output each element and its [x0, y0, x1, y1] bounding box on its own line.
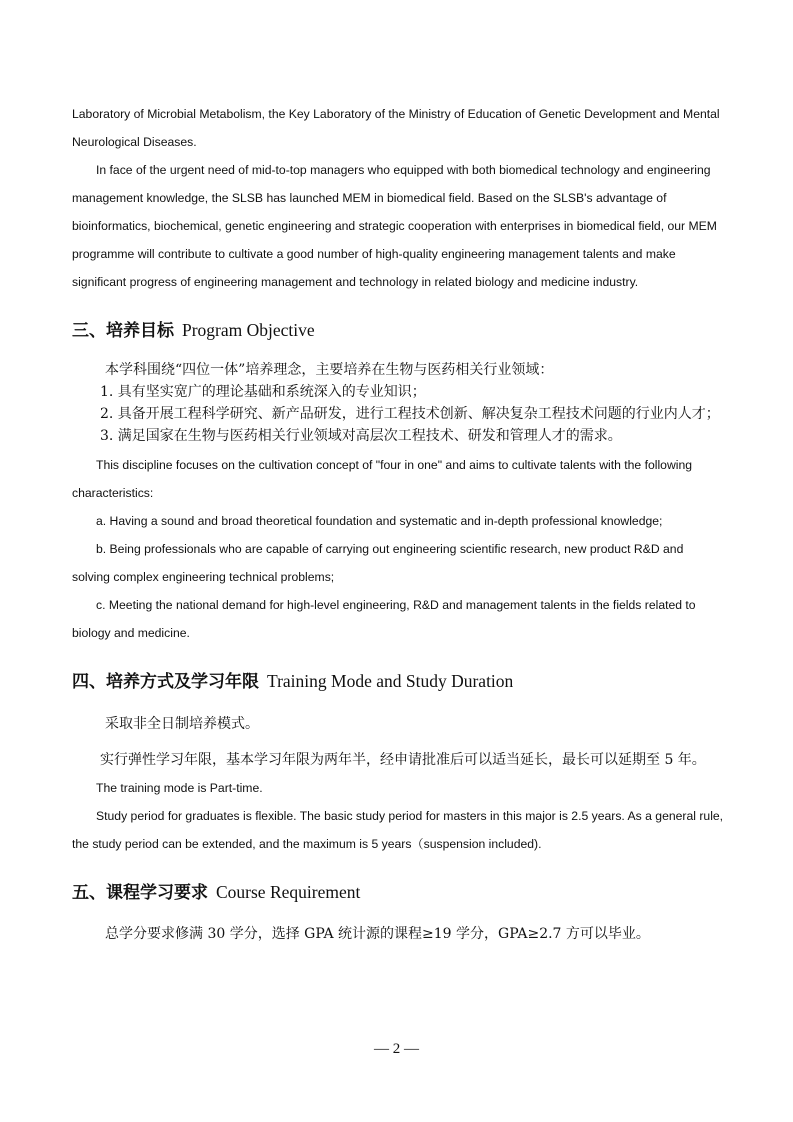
objective-en-item-b: b. Being professionals who are capable of carrying out engineering scientific research, new product R&D and solving complex engineering technical problems;: [72, 542, 684, 584]
section3-heading-en: Program Objective: [182, 320, 315, 340]
section4-heading-en: Training Mode and Study Duration: [267, 671, 514, 691]
training-mode-en: The training mode is Part-time.: [96, 781, 263, 795]
section4-heading: [72, 667, 724, 696]
intro-continued-paragraph: Laboratory of Microbial Metabolism, the Key Laboratory of the Ministry of Education of Genetic Development and Mental Neurological Diseases.: [72, 107, 720, 149]
section4-heading-cn: 四、培养方式及学习年限: [72, 672, 259, 692]
objective-en-intro: This discipline focuses on the cultivation concept of "four in one" and aims to cultivate talents with the following characteristics:: [72, 458, 693, 500]
objective-cn-intro: 本学科围绕“四位一体”培养理念，主要培养在生物与医药相关行业领域：: [105, 362, 554, 378]
training-mode-cn: 采取非全日制培养模式。: [105, 716, 259, 732]
objective-en-item-c: c. Meeting the national demand for high-level engineering, R&D and management talents in the fields related to biology and medicine.: [72, 598, 696, 640]
section5-heading-cn: 五、课程学习要求: [72, 883, 208, 903]
study-duration-en: Study period for graduates is flexible. The basic study period for masters in this major is 2.5 years. As a general rule, the study period can be extended, and the maximum is 5 years（suspension included).: [72, 809, 724, 851]
document-page: [72, 100, 724, 945]
objective-cn-item-1: 1. 具有坚实宽广的理论基础和系统深入的专业知识；: [100, 384, 426, 400]
section5-heading-en: Course Requirement: [216, 882, 361, 902]
objective-cn-item-3: 3. 满足国家在生物与医药相关行业领域对高层次工程技术、研发和管理人才的需求。: [100, 428, 622, 444]
section3-heading: [72, 316, 724, 345]
objective-en-item-a: a. Having a sound and broad theoretical foundation and systematic and in-depth professional knowledge;: [96, 514, 663, 528]
study-duration-cn: 实行弹性学习年限，基本学习年限为两年半，经申请批准后可以适当延长，最长可以延期至 5 年。: [100, 752, 706, 768]
page-number: — 2 —: [374, 1041, 419, 1057]
section5-heading: [72, 878, 724, 907]
course-requirement-cn: 总学分要求修满 30 学分，选择 GPA 统计源的课程≥19 学分，GPA≥2.7 方可以毕业。: [105, 926, 650, 942]
intro-mem-paragraph: In face of the urgent need of mid-to-top managers who equipped with both biomedical technology and engineering management knowledge, the SLSB has launched MEM in biomedical field. Based on the SLSB's advantage of bioinformatics, biochemical, genetic engineering and strategic cooperation with enterprises in biomedical field, our MEM programme will contribute to cultivate a good number of high-quality engineering management talents and make significant progress of engineering management and technology in related biology and medicine industry.: [72, 163, 717, 289]
section3-heading-cn: 三、培养目标: [72, 321, 174, 341]
objective-cn-item-2: 2. 具备开展工程科学研究、新产品研发，进行工程技术创新、解决复杂工程技术问题的行业内人才；: [100, 406, 720, 422]
